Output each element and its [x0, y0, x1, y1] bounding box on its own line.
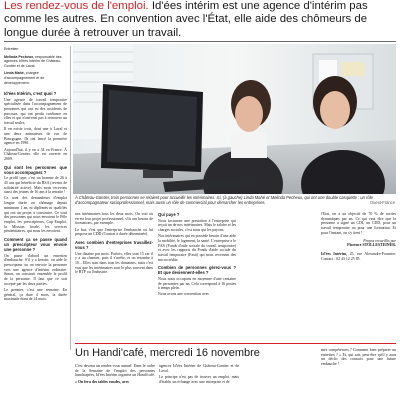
article-credit-name: Florence STOLLESTEINER. — [347, 243, 396, 248]
interview-sidebar — [4, 47, 68, 85]
article-column-1 — [4, 88, 67, 350]
col3-answer-1-p1: Nous facturons une prestation à l'entreprise qui reçoit un de nos intérimaires. Mais le salaire et les charges sociales, c'est nous qui les payons. — [158, 218, 236, 232]
header — [4, 0, 397, 40]
article-photo — [73, 44, 396, 194]
handicafe-c2: agences Id'ées Intérim de Château-Gontier et de Laval. — [159, 364, 239, 373]
handicafe-headline: Un Handi'café, mercredi 16 novembre — [75, 347, 260, 359]
answer-1-p2: Il en existe trois, dont une à Laval et une deux animateurs de rue de Bourgogne. Ils ont lancé la première agence en 1990. — [4, 127, 67, 146]
article-kicker: Les rendez-vous de l'emploi. — [4, 0, 149, 12]
column-divider — [70, 46, 71, 350]
col3-question-2: Combien de personnes gérez-vous ? Et que deviennent-elles ? — [158, 265, 236, 276]
article-column-2 — [75, 212, 153, 340]
agency-info-title: Id'ées Intérim, — [321, 251, 348, 256]
answer-2-p2: Ce sont des demandeurs d'emploi longue durée ou chômage depuis minimum 1 an, ni diplômés ni qualifiés qui ont un projet à construire. Ce sont des personnes qui nous envoient le Pôle emploi, les prescripteurs, Cap Emploi, la Mission locale, les services pénitentiaires, qui nous les envoient. — [4, 196, 67, 234]
photo-credit: Ouest-France — [369, 200, 395, 205]
agency-info — [321, 252, 396, 261]
article-deck-text: Id'ées intérim est une agence d'intérim pas comme les autres. En convention avec l'État, elle aide des chômeurs de longue durée à retrouver un travail. — [4, 0, 368, 39]
question-3: Comment ça se passe quand un prescripteur vous envoie une personne ? — [4, 237, 67, 253]
article-column-3 — [158, 212, 236, 340]
handicafe-rule — [75, 343, 396, 344]
handicafe-column-1 — [75, 364, 155, 400]
col3-answer-2-p2: Nous avons une convention avec — [158, 292, 210, 297]
interviewee-1-role: responsable des agences Id'ées Intérim de Château-Gontier et de Laval. — [4, 54, 62, 68]
handicafe-c1-quote: « On fera des tables rondes, avec — [75, 379, 130, 384]
col2-p1: nos intérimaires tous les deux mois. On voit où en est leur projet professionnel, s'ils ont besoin de formations, par exemple. — [75, 212, 153, 226]
section-label: Entretien — [4, 47, 19, 51]
article-credit-label: Propos recueillis par — [363, 238, 396, 243]
agency-info-text: 25, rue Alexandre-Fournier. Contact : 02 43 12 25 85. — [321, 251, 396, 261]
col3-answer-2-p1: Nous nous occupons en moyenne d'une centaine de personnes par an. Cela correspond à 16 postes à temps plein. — [158, 276, 236, 291]
handicafe-c2b: Le principe n'est pas de trouver un emploi, mais d'établir un échange avec une entreprise et de — [159, 374, 239, 384]
handicafe-c1: C'est devenu un rendez-vous annuel. Dans le cadre de la Semaine de l'emploi des personnes handicapées, Id'ées Intérim organise un Handi'café. — [75, 364, 155, 378]
col2-answer-1: Une dizaine par mois. Parfois, elles sont 15 car il y a un chantier, puis il s'arrête, et on retombe à 10... Elles sont dans tous les domaines, mais c'est vrai que les intérimaires sont le plus souvent dans le BTP ou l'industrie. — [75, 251, 153, 275]
col3-answer-1-p2: Nos intérimaires qui en possède besoin d'une aide la mobilité, le logement, la santé. L'entreprise a le FAS (Fonds d'aide sociale du travail temporaire) et avec les rapports du Fonds d'aide sociale du travail temporaire (Fastt) qui nous reversent des microcrédits. — [158, 234, 236, 262]
col2-p2: Le but, c'est que l'entreprise l'embauche ou lui propose un CDD (Contrat à durée déterminée). — [75, 227, 153, 237]
interviewee-2 — [4, 71, 68, 85]
col2-question-1: Avec combien d'entreprises travaillez-vous ? — [75, 240, 153, 251]
interviewee-2-role: chargée d'accompagnement et de développement. — [4, 71, 45, 85]
photo-caption-text: À Château-Gontier, trois personnes se relaient pour accueillir les intérimaires. Ici, (à gauche) Linda Mahé et Melinda Pecheux, qui ont une double casquette : un rôle d'accompagnateur socioprofessionnel, mais aussi un rôle de commercial pour démarcher les entreprises. — [75, 195, 373, 205]
article-deck — [4, 0, 397, 40]
col3-question-1: Qui paye ? — [158, 212, 180, 217]
article-column-4 — [241, 212, 396, 344]
answer-2-p1: Le profil type, c'est un homme de 26 à 45 ans qui bénéficie du RSA (revenu de solidarité active). Mais nous recevons aussi des jeunes de 16 ans à la retraite ! — [4, 176, 67, 195]
photo-caption — [75, 195, 395, 205]
interviewee-1-name: Melinda Pecheux, — [4, 54, 35, 59]
question-1: Id'ées Intérim, c'est quoi ? — [4, 91, 57, 96]
article-credit — [321, 239, 396, 248]
interviewee-1 — [4, 55, 68, 69]
interviewee-2-name: Linda Mahé, — [4, 71, 25, 76]
question-2: Qui sont les personnes que vous accompagnez ? — [4, 164, 67, 175]
answer-3-p1: On passe d'abord un entretien d'embauche. S'il y a besoin, on aide le prescripteur ou on renvoie la personne vers une agence d'intérim ordinaire. Sinon, on construit ensemble le profil de la personne. Il faut que ce soit accepté par les deux parties. — [4, 253, 67, 286]
handicafe-column-2 — [159, 364, 239, 400]
answer-1-p3: Aujourd'hui, il y en a 34 en France. À Château-Gontier, elle est ouverte en 2009. — [4, 147, 67, 161]
answer-1-p1: Une agence de travail temporaire spécialisée dans l'accompagnement de personnes qui ont eu des accidents de parcours, qui ont perdu confiance en elles et qui n'arrivent pas à retrouver un travail seules. — [4, 97, 67, 126]
office-photo-illustration — [73, 44, 396, 194]
handicafe-column-3 — [321, 348, 396, 400]
handicafe-c3: mes compétences ? Comment bien préparer un entretien ? » Et, qui sait, peut-être qu'il y aura un déclic des contacts pour une future embauche ! — [321, 348, 396, 367]
header-rule — [4, 41, 396, 42]
answer-3-p2: Le premier, c'est une semaine. En général, ça dure 4 mois, la durée maximale étant de 24 mois. — [4, 288, 67, 302]
col4-paragraph: l'État, on a un objectif de 70 % de sorties dynamiques par an. Ce qui veut dire que la personne a signé un CDI, un CDD, pour un travail temporaire ou pour une formation. Et pour l'instant, on s'y tient ! — [321, 212, 396, 235]
